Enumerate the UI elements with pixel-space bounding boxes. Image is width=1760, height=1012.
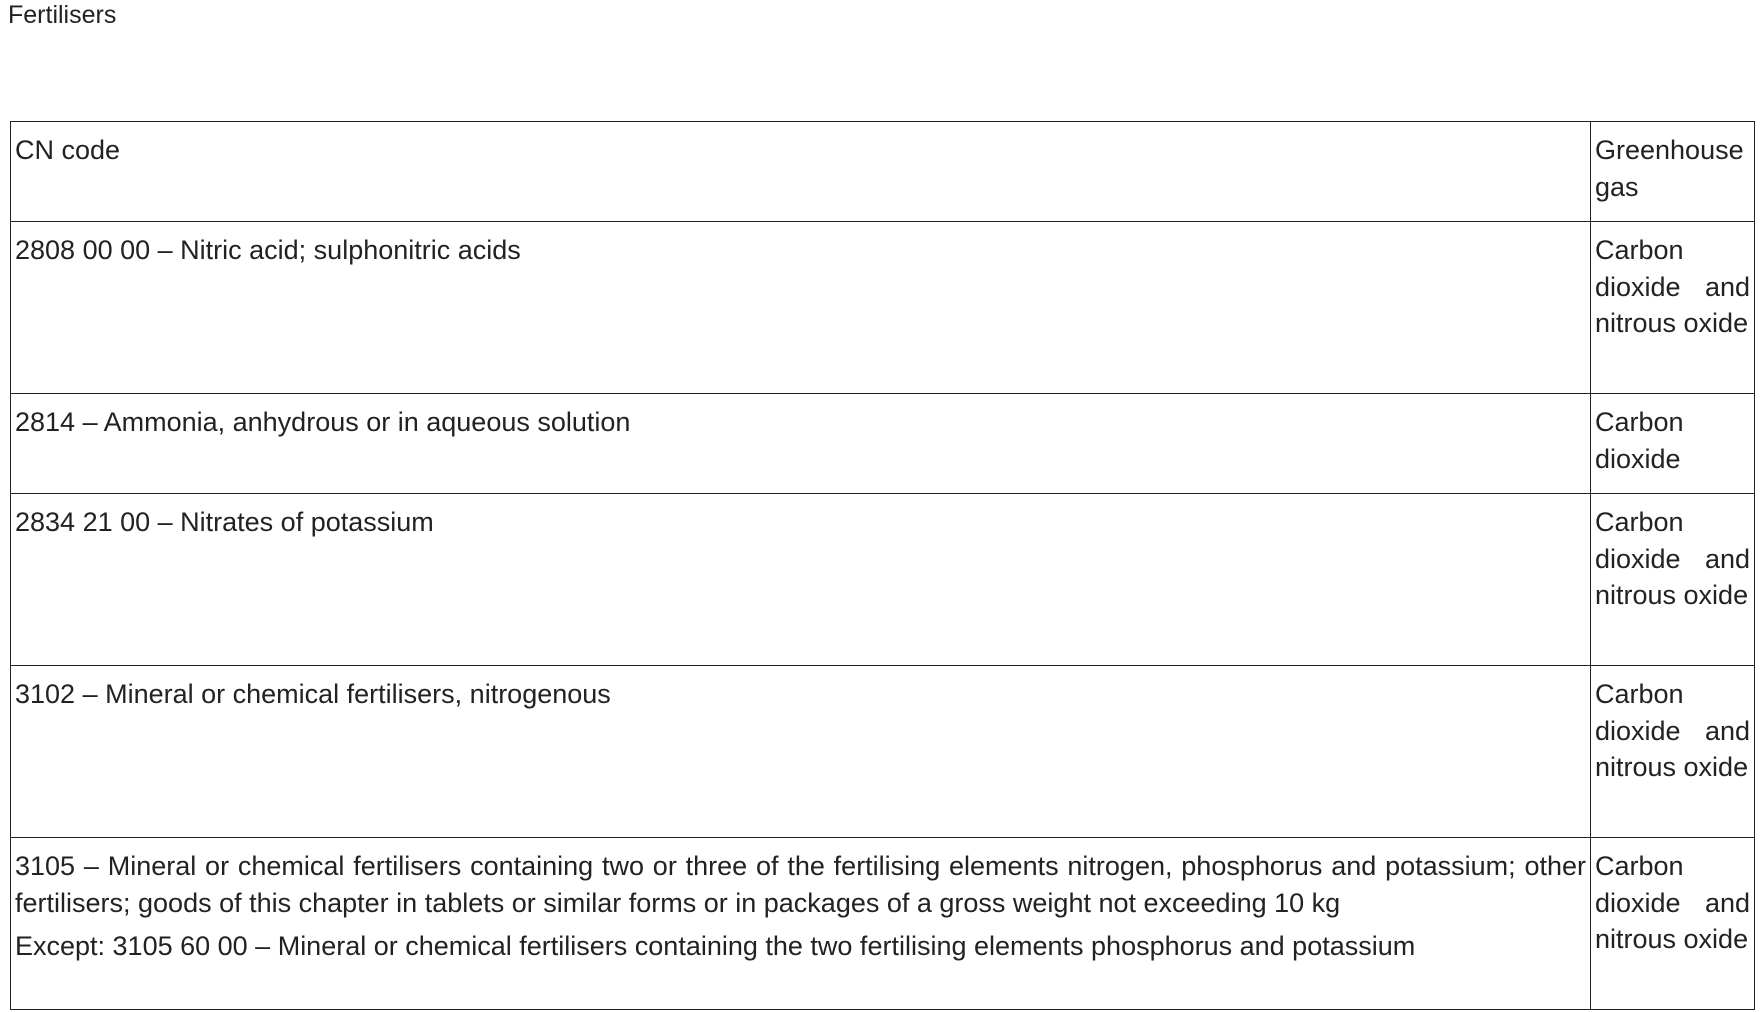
cn-code-cell: 2808 00 00 – Nitric acid; sulphonitric acids bbox=[11, 222, 1591, 394]
table-row bbox=[11, 394, 1755, 494]
cn-code-cell: 2834 21 00 – Nitrates of potassium bbox=[11, 494, 1591, 666]
greenhouse-gas-cell: Carbon dioxide and nitrous oxide bbox=[1591, 494, 1755, 666]
table-row bbox=[11, 666, 1755, 838]
table-row bbox=[11, 494, 1755, 666]
greenhouse-gas-cell: Carbon dioxide and nitrous oxide bbox=[1591, 222, 1755, 394]
cn-code-cell: 3102 – Mineral or chemical fertilisers, nitrogenous bbox=[11, 666, 1591, 838]
greenhouse-gas-cell: Carbon dioxide and nitrous oxide bbox=[1591, 666, 1755, 838]
greenhouse-gas-cell: Carbon dioxide bbox=[1591, 394, 1755, 494]
cn-code-exception-text: Except: 3105 60 00 – Mineral or chemical fertilisers containing the two fertilising elements phosphorus and potassium bbox=[15, 931, 1416, 961]
table-header-row bbox=[11, 122, 1755, 222]
cn-code-cell bbox=[11, 838, 1591, 1010]
page-title: Fertilisers bbox=[8, 1, 117, 29]
cn-code-cell: 2814 – Ammonia, anhydrous or in aqueous solution bbox=[11, 394, 1591, 494]
greenhouse-gas-cell: Carbon dioxide and nitrous oxide bbox=[1591, 838, 1755, 1010]
fertilisers-table bbox=[10, 121, 1755, 1010]
table-row bbox=[11, 838, 1755, 1010]
header-cn-code: CN code bbox=[11, 122, 1591, 222]
table-row bbox=[11, 222, 1755, 394]
cn-code-text: 3105 – Mineral or chemical fertilisers containing two or three of the fertilising elements nitrogen, phosphorus and potassium; other fertilisers; goods of this chapter in tablets or similar forms or in packages of a gross weight not exceeding 10 kg bbox=[15, 851, 1586, 918]
header-greenhouse-gas: Greenhouse gas bbox=[1591, 122, 1755, 222]
